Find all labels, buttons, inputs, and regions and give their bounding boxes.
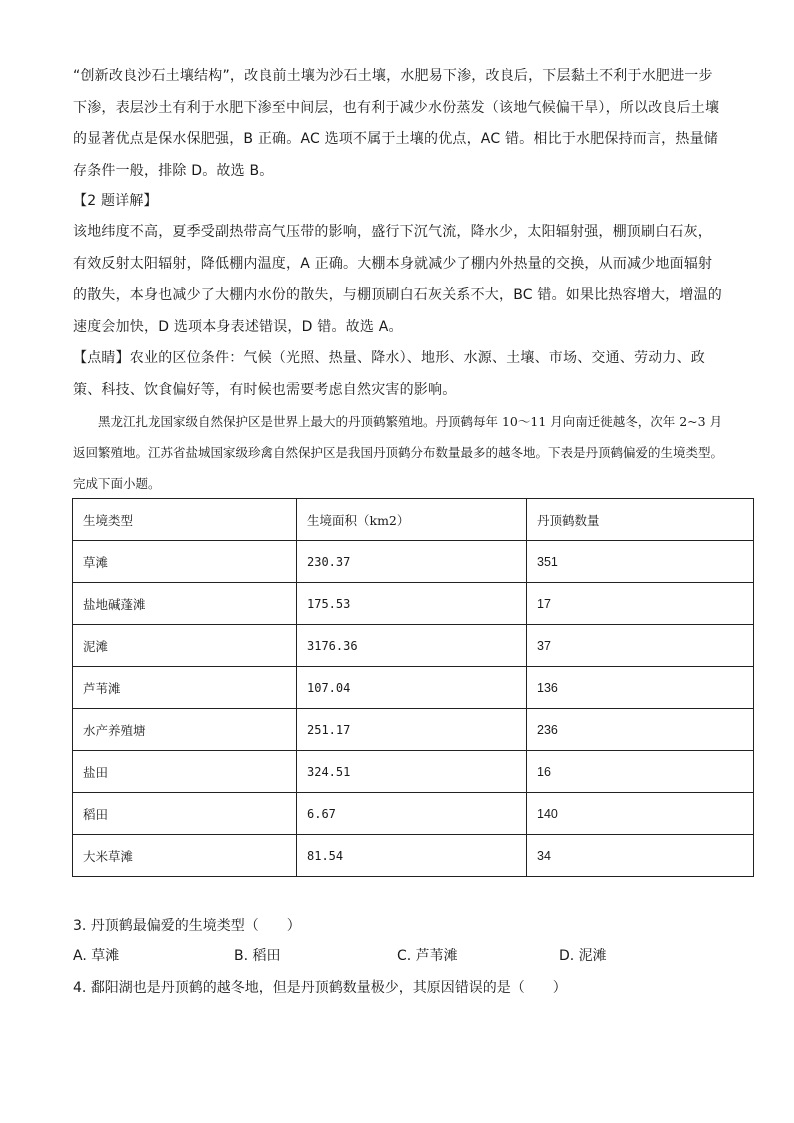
crane-count-cell: 351 <box>527 541 754 583</box>
table-row <box>73 583 754 625</box>
crane-count-cell: 16 <box>527 751 754 793</box>
crane-count-cell: 34 <box>527 835 754 877</box>
analysis-q2-heading: 【2 题详解】 <box>73 193 158 209</box>
analysis-q2-paragraph: 该地纬度不高，夏季受副热带高气压带的影响，盛行下沉气流，降水少，太阳辐射强，棚顶刷白石灰，有效反射太阳辐射，降低棚内温度，A 正确。大棚本身就减少了棚内外热量的交换，从而减少地面辐射的散失，本身也减少了大棚内水份的散失，与棚顶刷白石灰关系不大，BC 错。如果比热容增大，增温的速度会加快，D 选项本身表述错误，D 错。故选 A。 <box>73 224 722 335</box>
habitat-area-cell: 3176.36 <box>297 625 527 667</box>
habitat-area-cell: 230.37 <box>297 541 527 583</box>
habitat-area-cell: 175.53 <box>297 583 527 625</box>
q3-option-d[interactable]: D. 泥滩 <box>559 948 607 964</box>
table-row <box>73 793 754 835</box>
question-3-stem: 3. 丹顶鹤最偏爱的生境类型（ ） <box>73 918 301 934</box>
table-row <box>73 625 754 667</box>
question-intro <box>73 406 728 499</box>
header-habitat-type: 生境类型 <box>73 499 297 541</box>
habitat-type-cell: 泥滩 <box>73 625 297 667</box>
habitat-area-cell: 324.51 <box>297 751 527 793</box>
crane-count-cell: 37 <box>527 625 754 667</box>
table-row <box>73 667 754 709</box>
habitat-type-cell: 稻田 <box>73 793 297 835</box>
header-crane-count: 丹顶鹤数量 <box>527 499 754 541</box>
q3-option-c[interactable]: C. 芦苇滩 <box>397 948 458 964</box>
table-row <box>73 835 754 877</box>
table-row <box>73 709 754 751</box>
crane-count-cell: 236 <box>527 709 754 751</box>
habitat-area-cell: 81.54 <box>297 835 527 877</box>
table-row <box>73 751 754 793</box>
habitat-type-cell: 芦苇滩 <box>73 667 297 709</box>
question-intro-text: 黑龙江扎龙国家级自然保护区是世界上最大的丹顶鹤繁殖地。丹顶鹤每年 10～11 月向南迁徙越冬，次年 2~3 月返回繁殖地。江苏省盐城国家级珍禽自然保护区是我国丹顶鹤分布数量最多的越冬地。下表是丹顶鹤偏爱的生境类型。完成下面小题。 <box>73 414 724 491</box>
habitat-type-cell: 草滩 <box>73 541 297 583</box>
habitat-type-cell: 大米草滩 <box>73 835 297 877</box>
analysis-q1-paragraph: “创新改良沙石土壤结构”，改良前土壤为沙石土壤，水肥易下渗，改良后，下层黏土不利于水肥进一步下渗，表层沙土有利于水肥下渗至中间层，也有利于减少水份蒸发（该地气候偏干旱），所以改良后土壤的显著优点是保水保肥强，B 正确。AC 选项不属于土壤的优点，AC 错。相比于水肥保持而言，热量储存条件一般，排除 D。故选 B。 <box>73 68 720 179</box>
crane-count-cell: 136 <box>527 667 754 709</box>
key-point-note: 【点睛】农业的区位条件：气候（光照、热量、降水）、地形、水源、土壤、市场、交通、劳动力、政策、科技、饮食偏好等，有时候也需要考虑自然灾害的影响。 <box>73 350 705 398</box>
habitat-type-cell: 水产养殖塘 <box>73 709 297 751</box>
crane-count-cell: 140 <box>527 793 754 835</box>
habitat-type-cell: 盐田 <box>73 751 297 793</box>
habitat-area-cell: 107.04 <box>297 667 527 709</box>
habitat-table <box>72 498 754 877</box>
header-habitat-area: 生境面积（km2） <box>297 499 527 541</box>
q3-option-b[interactable]: B. 稻田 <box>234 948 281 964</box>
habitat-area-cell: 6.67 <box>297 793 527 835</box>
habitat-area-cell: 251.17 <box>297 709 527 751</box>
crane-count-cell: 17 <box>527 583 754 625</box>
q3-option-a[interactable]: A. 草滩 <box>73 948 120 964</box>
question-4-stem: 4. 鄱阳湖也是丹顶鹤的越冬地，但是丹顶鹤数量极少，其原因错误的是（ ） <box>73 980 567 996</box>
table-header-row <box>73 499 754 541</box>
table-row <box>73 541 754 583</box>
habitat-type-cell: 盐地碱蓬滩 <box>73 583 297 625</box>
